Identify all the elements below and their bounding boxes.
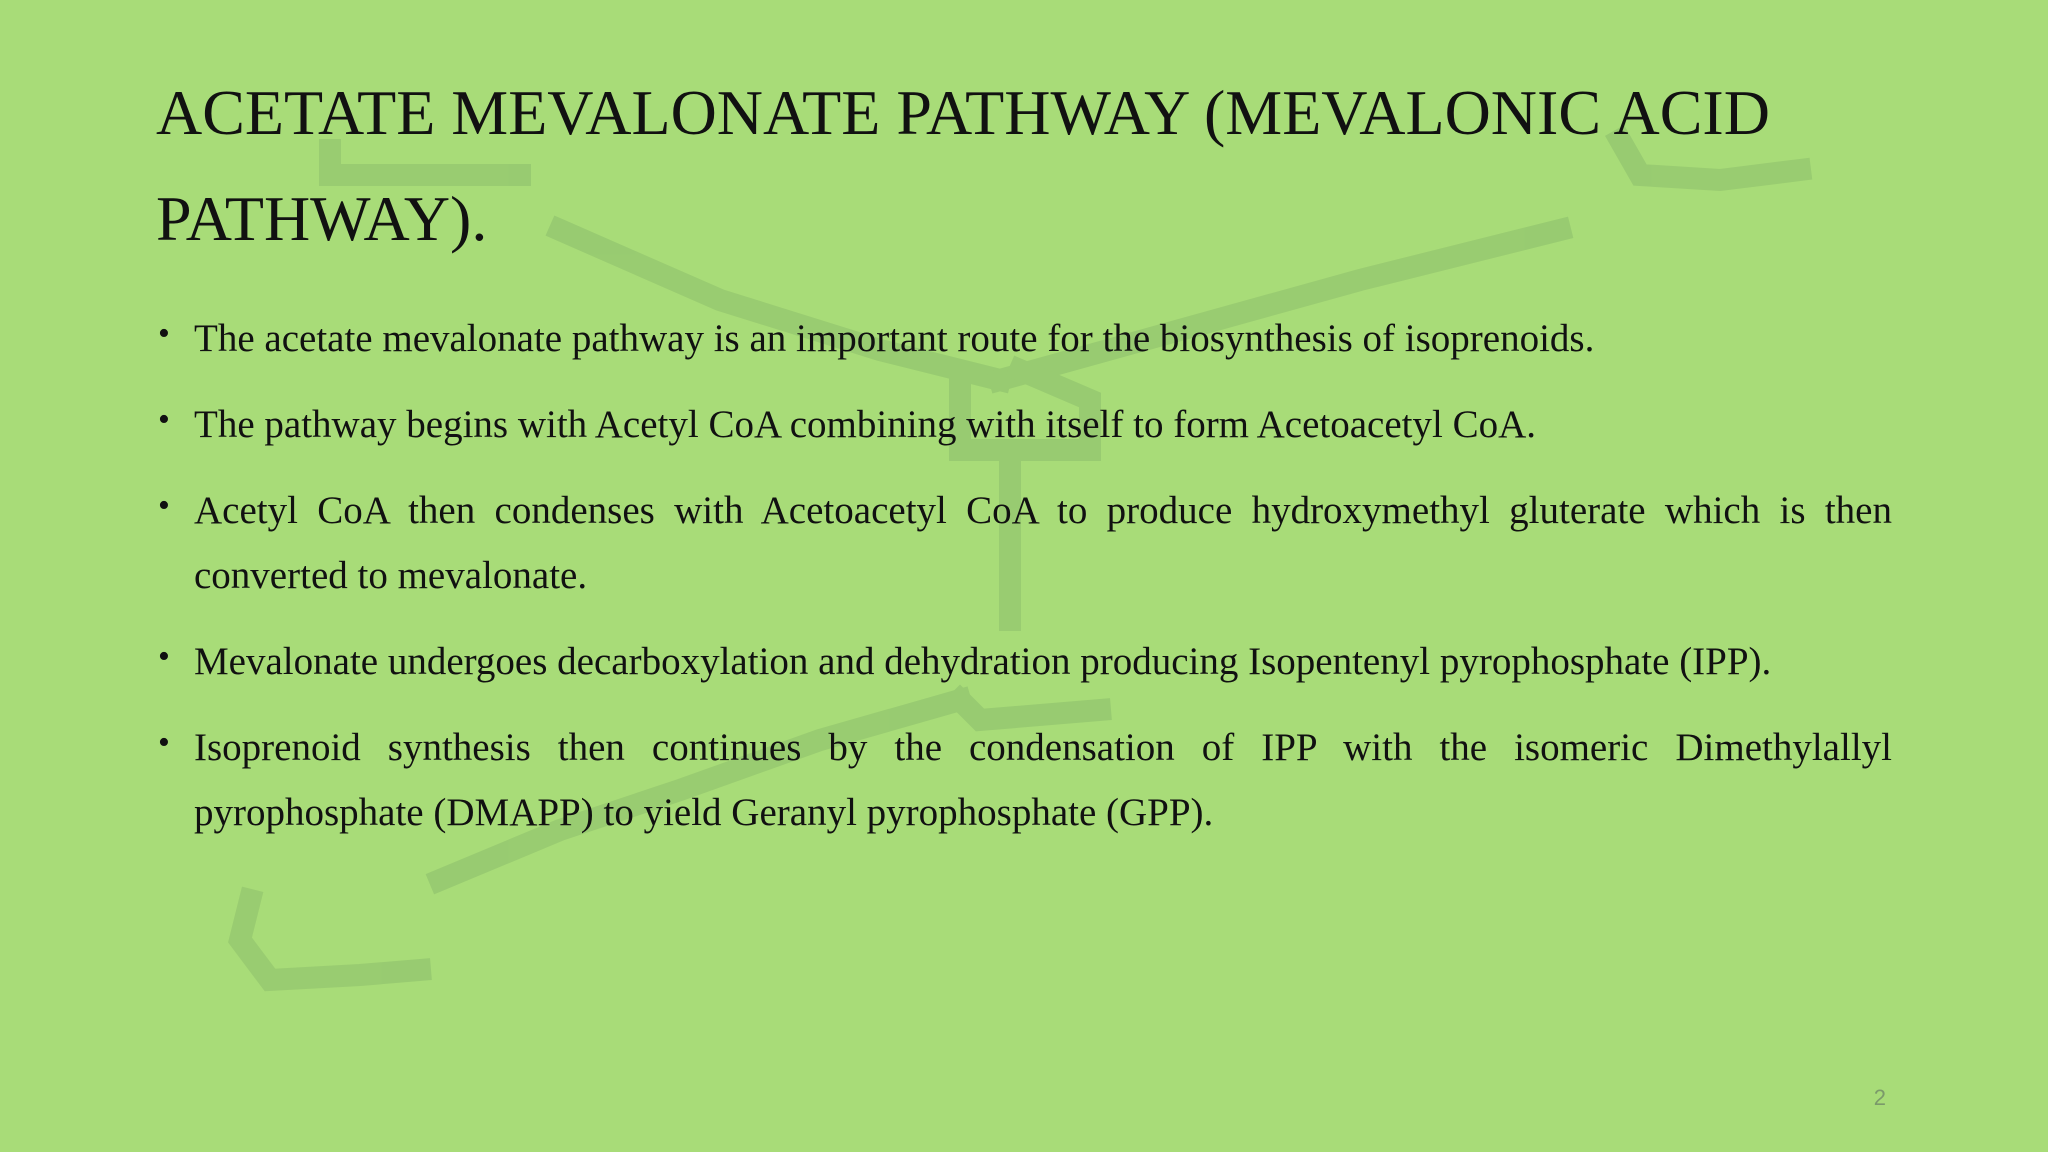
bullet-dot-icon: • (158, 315, 170, 352)
bullet-list (156, 306, 1892, 866)
bullet-item (156, 629, 1892, 694)
slide-title: ACETATE MEVALONATE PATHWAY (MEVALONIC ACID PATHWAY). (156, 77, 1770, 254)
bullet-item (156, 306, 1892, 371)
bullet-text: The pathway begins with Acetyl CoA combining with itself to form Acetoacetyl CoA. (194, 403, 1537, 446)
bullet-item (156, 392, 1892, 457)
bullet-text: Isoprenoid synthesis then continues by the condensation of IPP with the isomeric Dimethylallyl pyrophosphate (DMAPP) to yield Geranyl pyrophosphate (GPP). (194, 726, 1892, 834)
bullet-item (156, 715, 1892, 845)
bullet-dot-icon: • (158, 724, 170, 761)
bullet-text: The acetate mevalonate pathway is an important route for the biosynthesis of isoprenoids. (194, 317, 1595, 360)
bullet-dot-icon: • (158, 638, 170, 675)
page-number: 2 (1873, 1085, 1886, 1110)
bullet-dot-icon: • (158, 487, 170, 524)
bullet-dot-icon: • (158, 401, 170, 438)
bullet-text: Acetyl CoA then condenses with Acetoacetyl CoA to produce hydroxymethyl gluterate which is then converted to mevalonate. (194, 489, 1892, 597)
bullet-text: Mevalonate undergoes decarboxylation and dehydration producing Isopentenyl pyrophosphate (IPP). (194, 640, 1772, 683)
bullet-item (156, 478, 1892, 608)
